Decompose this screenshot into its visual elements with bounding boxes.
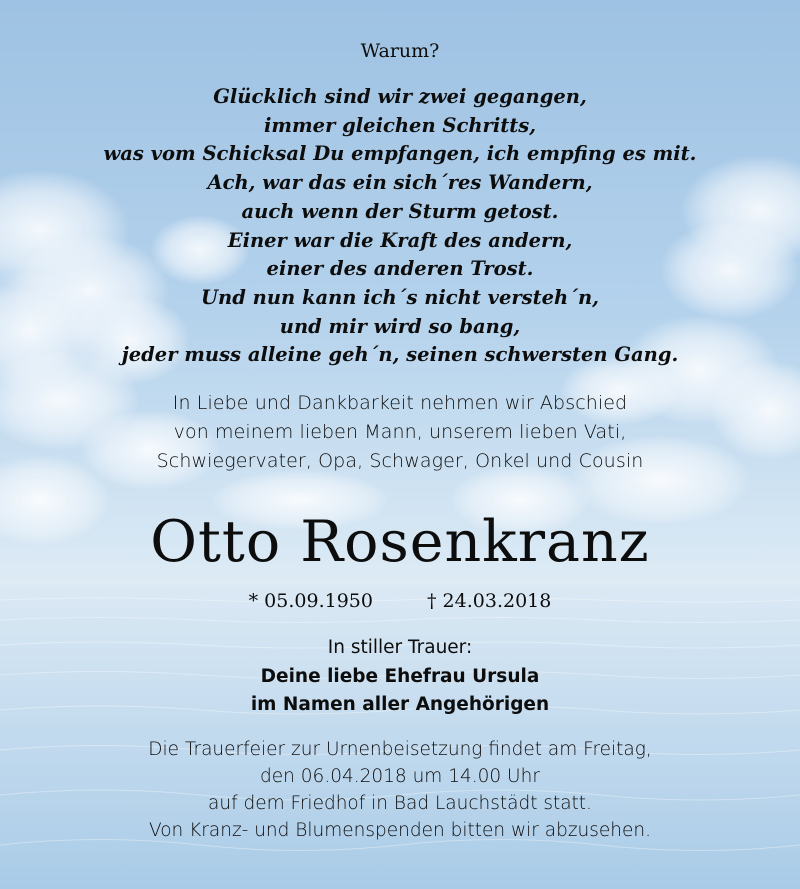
death-date: † 24.03.2018 (427, 590, 552, 612)
poem (0, 83, 800, 370)
farewell-intro (0, 389, 800, 476)
poem-line: Einer war die Kraft des andern, (227, 228, 573, 252)
poem-line: auch wenn der Sturm getost. (241, 199, 559, 223)
mourner-relatives: im Namen aller Angehörigen (250, 694, 550, 715)
intro-line: Schwiegervater, Opa, Schwager, Onkel und Cousin (156, 450, 644, 472)
mourner-wife: Deine liebe Ehefrau Ursula (260, 665, 540, 687)
service-line: Die Trauerfeier zur Urnenbeisetzung findet am Freitag, (148, 739, 652, 760)
service-line: Von Kranz- und Blumenspenden bitten wir abzusehen. (149, 820, 651, 841)
poem-line: Ach, war das ein sich´res Wandern, (207, 171, 593, 195)
poem-line: Glücklich sind wir zwei gegangen, (213, 85, 587, 108)
intro-line: In Liebe und Dankbarkeit nehmen wir Abschied (172, 392, 628, 414)
poem-line: und mir wird so bang, (279, 314, 521, 338)
intro-line: von meinem lieben Mann, unserem lieben Vati, (173, 421, 627, 443)
service-line: den 06.04.2018 um 14.00 Uhr (260, 766, 540, 787)
funeral-service-info (0, 736, 800, 844)
service-line: auf dem Friedhof in Bad Lauchstädt statt. (208, 793, 592, 814)
mourning-intro: In stiller Trauer: (327, 637, 473, 658)
poem-line: immer gleichen Schritts, (263, 113, 537, 137)
poem-line: Und nun kann ich´s nicht versteh´n, (201, 285, 599, 309)
deceased-name: Otto Rosenkranz (150, 509, 650, 575)
heading: Warum? (360, 40, 440, 62)
poem-line: was vom Schicksal Du empfangen, ich empfing es mit. (103, 142, 697, 166)
poem-line: einer des anderen Trost. (266, 257, 534, 281)
birth-date: * 05.09.1950 (248, 590, 373, 612)
life-dates (0, 590, 800, 612)
poem-line: jeder muss alleine geh´n, seinen schwersten Gang. (121, 343, 679, 367)
mourners (0, 634, 800, 720)
